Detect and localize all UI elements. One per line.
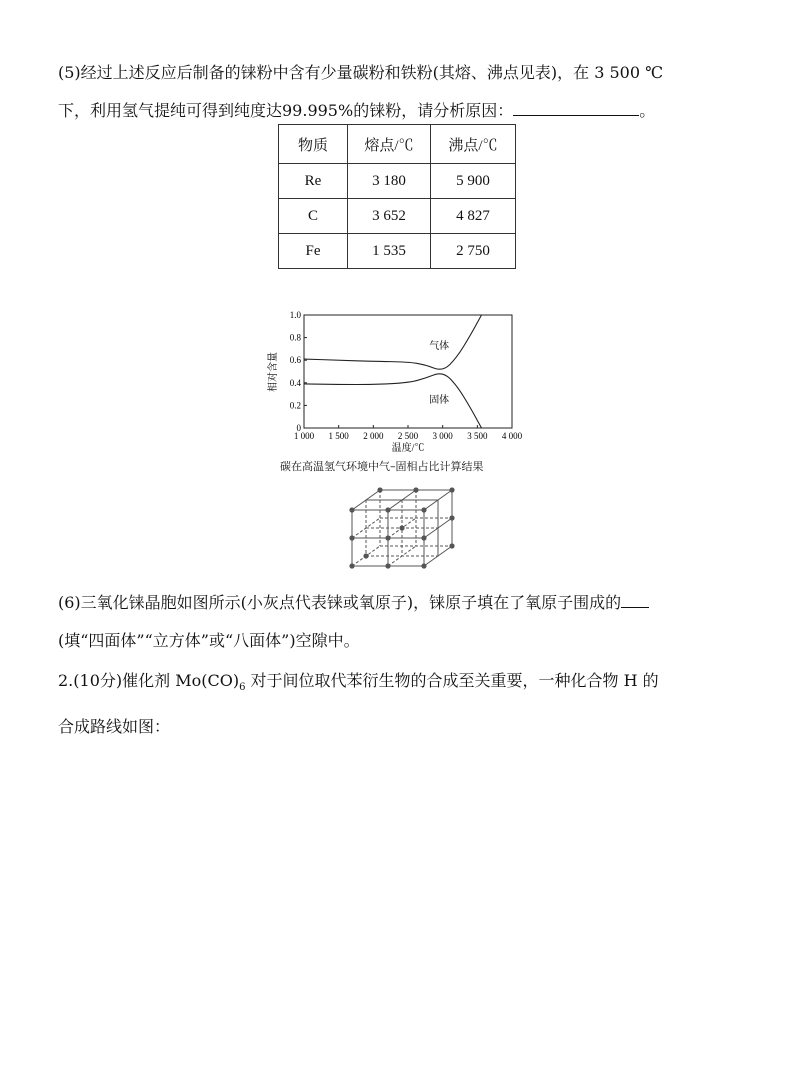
q6-line2: (填“四面体”“立方体”或“八面体”)空隙中。 bbox=[58, 631, 360, 650]
x-tick-label: 2 000 bbox=[363, 431, 384, 441]
table-header: 熔点/℃ bbox=[348, 125, 431, 164]
y-tick-label: 0.4 bbox=[289, 377, 301, 388]
atom-dot bbox=[349, 507, 354, 512]
x-tick-label: 4 000 bbox=[501, 431, 523, 441]
y-tick-label: 0.2 bbox=[289, 400, 301, 411]
atom-dot bbox=[421, 535, 426, 540]
table-header: 物质 bbox=[279, 125, 348, 164]
series-line-gas bbox=[304, 315, 481, 369]
q2-line1-text-a: 2.(10分)催化剂 Mo(CO) bbox=[58, 671, 240, 690]
table-cell: Re bbox=[279, 164, 348, 199]
answer-blank-q5[interactable] bbox=[513, 101, 639, 116]
table-row bbox=[279, 234, 516, 269]
q5-line2-text: 下，利用氢气提纯可得到纯度达99.995%的铼粉，请分析原因： bbox=[58, 101, 514, 120]
atom-dot bbox=[349, 563, 354, 568]
x-tick-label: 1 500 bbox=[328, 431, 349, 441]
table-cell: 2 750 bbox=[431, 234, 516, 269]
table-cell: C bbox=[279, 199, 348, 234]
q2-line1 bbox=[58, 668, 659, 693]
atom-dot bbox=[449, 487, 454, 492]
x-tick-label: 3 500 bbox=[467, 431, 488, 441]
table-cell: 4 827 bbox=[431, 199, 516, 234]
q5-line1: (5)经过上述反应后制备的铼粉中含有少量碳粉和铁粉(其熔、沸点见表)，在 3 500 ℃ bbox=[58, 63, 664, 82]
table-cell: 3 652 bbox=[348, 199, 431, 234]
atom-dot bbox=[449, 543, 454, 548]
atom-dot bbox=[449, 515, 454, 520]
y-axis-label: 相对含量 bbox=[268, 352, 279, 392]
x-tick-label: 1 000 bbox=[293, 431, 315, 441]
q2-line1-text-b: 对于间位取代苯衍生物的合成至关重要，一种化合物 H 的 bbox=[245, 671, 659, 690]
x-tick-label: 3 000 bbox=[432, 431, 453, 441]
series-label: 气体 bbox=[429, 340, 450, 352]
rhenium-trioxide-unit-cell bbox=[338, 480, 458, 580]
atom-dot bbox=[385, 563, 390, 568]
y-tick-label: 1.0 bbox=[289, 310, 301, 320]
y-tick-label: 0.6 bbox=[289, 355, 301, 366]
table-row bbox=[279, 199, 516, 234]
atom-dot bbox=[363, 553, 368, 558]
table-cell: Fe bbox=[279, 234, 348, 269]
atom-dot bbox=[421, 563, 426, 568]
table-row bbox=[279, 164, 516, 199]
table-cell: 3 180 bbox=[348, 164, 431, 199]
table-header: 沸点/℃ bbox=[431, 125, 516, 164]
chart-caption: 碳在高温氢气环境中气–固相占比计算结果 bbox=[280, 460, 484, 473]
series-label: 固体 bbox=[429, 395, 450, 407]
y-tick-label: 0.8 bbox=[289, 332, 301, 343]
plot-frame bbox=[304, 315, 512, 428]
melting-boiling-table bbox=[278, 124, 516, 269]
table-cell: 1 535 bbox=[348, 234, 431, 269]
series-line-solid bbox=[304, 374, 481, 428]
atom-dot bbox=[385, 507, 390, 512]
x-tick-label: 2 500 bbox=[397, 431, 419, 441]
q6-line1 bbox=[58, 590, 649, 613]
phase-ratio-chart bbox=[262, 306, 532, 456]
atom-dot bbox=[399, 525, 404, 530]
q2-subscript: 6 bbox=[239, 682, 246, 694]
q5-line2-end: 。 bbox=[639, 101, 656, 120]
answer-blank-q6[interactable] bbox=[621, 593, 649, 608]
y-tick-label: 0 bbox=[296, 423, 301, 433]
table-header-row bbox=[279, 125, 516, 164]
atom-dot bbox=[377, 487, 382, 492]
q6-line1-text: (6)三氧化铼晶胞如图所示(小灰点代表铼或氧原子)，铼原子填在了氧原子围成的 bbox=[58, 593, 622, 612]
q5-line2 bbox=[58, 98, 655, 121]
table-cell: 5 900 bbox=[431, 164, 516, 199]
x-axis-label: 温度/℃ bbox=[391, 443, 425, 454]
atom-dot bbox=[349, 535, 354, 540]
atom-dot bbox=[385, 535, 390, 540]
atom-dot bbox=[413, 487, 418, 492]
atom-dot bbox=[421, 507, 426, 512]
q2-line2: 合成路线如图： bbox=[58, 717, 171, 736]
